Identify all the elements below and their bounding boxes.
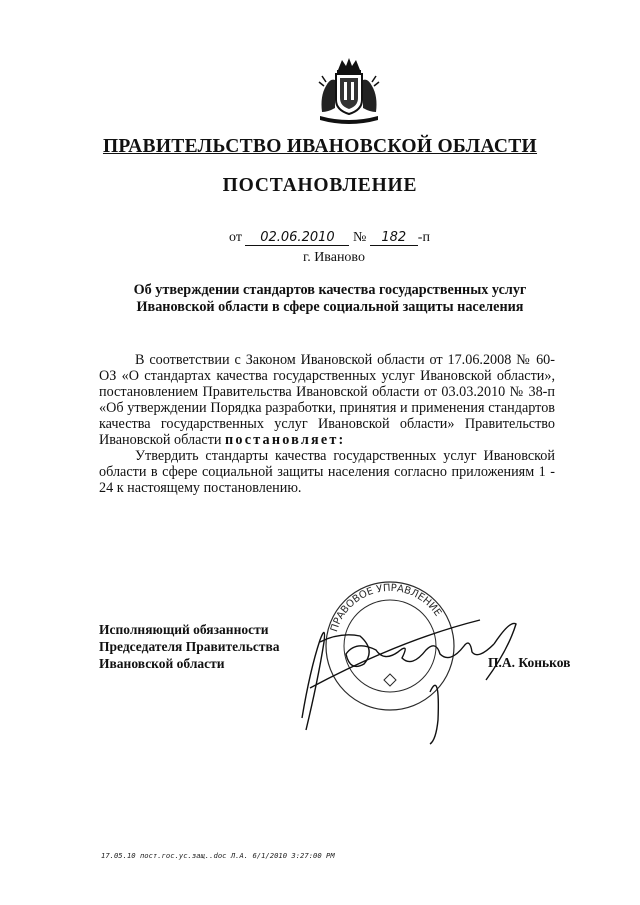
- signatory-position: [99, 621, 280, 672]
- body-paragraph-1: [99, 352, 555, 448]
- coat-of-arms-icon: [316, 56, 382, 124]
- document-number: 182: [370, 230, 418, 246]
- date-label: от: [229, 230, 242, 245]
- subject-line-2: Ивановской области в сфере социальной защиты населения: [136, 299, 524, 315]
- signatory-line-2: Председателя Правительства: [99, 639, 280, 654]
- document-type: ПОСТАНОВЛЕНИЕ: [222, 175, 418, 196]
- document-date: 02.06.2010: [245, 230, 349, 246]
- city: г. Иваново: [303, 250, 365, 265]
- registration-line: [229, 230, 430, 246]
- file-footer: 17.05.10 пост.гос.ус.защ..doc Л.А. 6/1/2010 3:27:00 PM: [101, 851, 335, 860]
- signatory-line-1: Исполняющий обязанности: [99, 622, 269, 637]
- government-title: ПРАВИТЕЛЬСТВО ИВАНОВСКОЙ ОБЛАСТИ: [102, 136, 538, 157]
- stamp-text: ПРАВОВОЕ УПРАВЛЕНИЕ: [328, 582, 444, 634]
- handwritten-signature: [302, 620, 516, 744]
- paragraph-1-text: В соответствии с Законом Ивановской области от 17.06.2008 № 60-ОЗ «О стандартах качества государственных услуг Ивановской области», постановлением Правительства Ивановской области от 03.03.2010 № 38-п «Об утверждении Порядка разработки, принятия и применения стандартов качества государственных услуг Ивановской области» Правительство Ивановской области: [99, 352, 555, 448]
- number-suffix: -п: [417, 230, 430, 245]
- document-subject: [100, 282, 560, 316]
- signatory-line-3: Ивановской области: [99, 656, 225, 671]
- subject-line-1: Об утверждении стандартов качества государственных услуг: [133, 282, 527, 298]
- number-label: №: [352, 230, 367, 245]
- document-body: [99, 352, 555, 496]
- decree-word: постановляет:: [225, 432, 346, 448]
- signatory-name: П.А. Коньков: [488, 655, 571, 670]
- body-paragraph-2: Утвердить стандарты качества государственных услуг Ивановской области в сфере социальной защиты населения согласно приложениям 1 - 24 к настоящему постановлению.: [99, 448, 555, 496]
